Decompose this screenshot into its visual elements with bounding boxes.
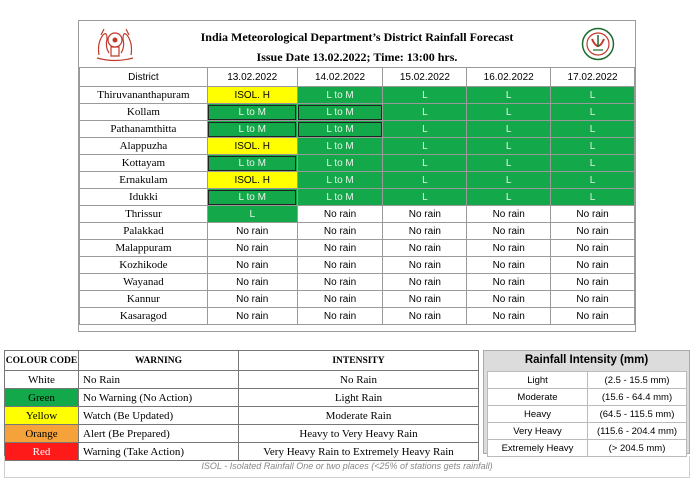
forecast-cell — [297, 87, 383, 104]
forecast-cell — [467, 274, 551, 291]
intensity-cell: Heavy to Very Heavy Rain — [239, 425, 479, 443]
forecast-cell-text: L — [249, 208, 255, 220]
forecast-cell-text: L — [505, 89, 512, 101]
forecast-cell — [467, 155, 551, 172]
forecast-cell — [207, 291, 297, 308]
forecast-cell-text: L — [422, 157, 428, 169]
forecast-cell — [383, 189, 467, 206]
colour-code-cell: Green — [5, 389, 79, 407]
forecast-cell — [207, 240, 297, 257]
legend-row — [5, 371, 479, 389]
forecast-cell — [297, 189, 383, 206]
forecast-cell — [383, 121, 467, 138]
intensity-row — [488, 372, 687, 389]
table-row — [80, 291, 635, 308]
forecast-cell — [551, 155, 635, 172]
forecast-cell — [297, 291, 383, 308]
forecast-cell — [551, 172, 635, 189]
warning-cell: Warning (Take Action) — [79, 443, 239, 461]
intensity-label: Heavy — [488, 406, 588, 423]
table-row — [80, 206, 635, 223]
district-name: Thrissur — [80, 206, 208, 223]
district-name: Wayanad — [80, 274, 208, 291]
intensity-cell: Very Heavy Rain to Extremely Heavy Rain — [239, 443, 479, 461]
forecast-cell-text: No rain — [323, 276, 357, 288]
forecast-cell-text: L to M — [326, 140, 354, 152]
district-name: Pathanamthitta — [80, 121, 208, 138]
forecast-cell — [383, 240, 467, 257]
legend-row — [5, 389, 479, 407]
forecast-cell — [467, 189, 551, 206]
forecast-cell-text: No rain — [408, 225, 441, 237]
forecast-cell-text: L — [505, 106, 512, 118]
forecast-cell-text: No rain — [576, 310, 609, 322]
forecast-cell-text: L — [422, 191, 428, 203]
forecast-cell-text: L — [589, 106, 596, 118]
intensity-label: Very Heavy — [488, 423, 588, 440]
intensity-row — [488, 406, 687, 423]
intensity-cell: Moderate Rain — [239, 407, 479, 425]
forecast-cell-text: No rain — [236, 225, 269, 237]
forecast-cell-text: No rain — [323, 310, 357, 322]
intensity-label: Light — [488, 372, 588, 389]
forecast-cell-text: L — [505, 157, 512, 169]
legend-row — [5, 407, 479, 425]
district-name: Alappuzha — [80, 138, 208, 155]
intensity-row — [488, 440, 687, 457]
table-row — [80, 104, 635, 121]
forecast-cell-text: L — [589, 157, 596, 169]
colour-code-cell: Red — [5, 443, 79, 461]
forecast-cell — [383, 257, 467, 274]
forecast-cell — [297, 240, 383, 257]
forecast-cell-text: L — [505, 191, 512, 203]
column-header-date: 13.02.2022 — [207, 68, 297, 87]
forecast-cell — [383, 206, 467, 223]
forecast-cell — [467, 206, 551, 223]
forecast-cell-text: No rain — [323, 225, 357, 237]
forecast-cell — [207, 155, 297, 172]
forecast-cell — [467, 240, 551, 257]
forecast-cell-text: L — [505, 123, 512, 135]
forecast-cell-text: L to M — [326, 191, 354, 203]
forecast-cell — [207, 87, 297, 104]
forecast-cell-text: No rain — [492, 242, 525, 254]
forecast-cell-text: No rain — [492, 276, 525, 288]
forecast-cell — [551, 206, 635, 223]
district-name: Thiruvananthapuram — [80, 87, 208, 104]
forecast-cell-text: No rain — [576, 208, 609, 220]
legend-header: COLOUR CODE — [5, 351, 79, 371]
forecast-cell — [551, 291, 635, 308]
forecast-cell — [467, 104, 551, 121]
forecast-title: India Meteorological Department’s District Rainfall Forecast — [200, 30, 514, 44]
district-name: Kozhikode — [80, 257, 208, 274]
forecast-cell — [207, 257, 297, 274]
forecast-cell-text: No rain — [492, 225, 525, 237]
forecast-cell — [297, 121, 383, 138]
legend-row — [5, 425, 479, 443]
issue-date: Issue Date 13.02.2022; Time: 13:00 hrs. — [256, 50, 458, 64]
table-row — [80, 274, 635, 291]
forecast-cell — [207, 138, 297, 155]
forecast-cell-text: No rain — [236, 242, 269, 254]
forecast-cell-text: L — [589, 123, 596, 135]
forecast-cell — [297, 223, 383, 240]
forecast-cell — [551, 257, 635, 274]
warning-cell: Watch (Be Updated) — [79, 407, 239, 425]
forecast-cell-text: No rain — [492, 208, 525, 220]
forecast-table — [79, 67, 635, 325]
forecast-cell — [383, 104, 467, 121]
forecast-cell — [297, 206, 383, 223]
district-name: Kasaragod — [80, 308, 208, 325]
forecast-cell-text: No rain — [323, 242, 357, 254]
forecast-cell-text: ISOL. H — [234, 140, 271, 152]
district-name: Kannur — [80, 291, 208, 308]
forecast-cell — [551, 138, 635, 155]
forecast-cell-text: ISOL. H — [234, 174, 271, 186]
forecast-cell — [551, 104, 635, 121]
district-name: Kollam — [80, 104, 208, 121]
intensity-range: (> 204.5 mm) — [588, 440, 687, 457]
forecast-cell — [551, 308, 635, 325]
imd-logo-icon — [581, 27, 615, 61]
warning-cell: Alert (Be Prepared) — [79, 425, 239, 443]
kerala-emblem-icon — [93, 25, 137, 63]
forecast-cell — [467, 138, 551, 155]
forecast-cell-text: No rain — [576, 276, 609, 288]
forecast-cell-text: L — [589, 191, 596, 203]
column-header-district: District — [80, 68, 208, 87]
isol-footnote: ISOL - Isolated Rainfall One or two places (<25% of stations gets rainfall) — [4, 456, 690, 478]
intensity-range: (115.6 - 204.4 mm) — [588, 423, 687, 440]
legend-header: WARNING — [79, 351, 239, 371]
forecast-cell-text: No rain — [236, 293, 269, 305]
district-name: Kottayam — [80, 155, 208, 172]
forecast-cell — [297, 274, 383, 291]
column-header-date: 15.02.2022 — [383, 68, 467, 87]
forecast-cell — [383, 87, 467, 104]
forecast-cell-text: No rain — [492, 310, 525, 322]
warning-legend-table — [4, 350, 479, 461]
forecast-cell — [467, 223, 551, 240]
forecast-cell — [297, 138, 383, 155]
forecast-cell — [551, 274, 635, 291]
forecast-cell — [551, 121, 635, 138]
forecast-cell-text: L — [422, 174, 428, 186]
forecast-cell-text: L — [589, 89, 596, 101]
forecast-cell — [297, 172, 383, 189]
forecast-cell — [467, 308, 551, 325]
forecast-cell-text: L to M — [326, 106, 354, 118]
forecast-cell — [551, 240, 635, 257]
forecast-cell-text: L to M — [238, 191, 266, 203]
table-row — [80, 257, 635, 274]
forecast-cell-text: No rain — [576, 225, 609, 237]
forecast-cell-text: L — [505, 174, 512, 186]
table-row — [80, 240, 635, 257]
intensity-label: Extremely Heavy — [488, 440, 588, 457]
district-name: Idukki — [80, 189, 208, 206]
forecast-cell — [207, 189, 297, 206]
forecast-cell — [207, 121, 297, 138]
forecast-cell — [467, 121, 551, 138]
forecast-cell — [383, 138, 467, 155]
intensity-cell: Light Rain — [239, 389, 479, 407]
table-row — [80, 172, 635, 189]
forecast-cell — [297, 257, 383, 274]
forecast-cell-text: No rain — [236, 259, 269, 271]
table-row — [80, 223, 635, 240]
forecast-cell-text: No rain — [408, 208, 441, 220]
forecast-cell — [383, 308, 467, 325]
forecast-cell-text: No rain — [492, 259, 525, 271]
forecast-cell — [383, 172, 467, 189]
forecast-cell-text: L to M — [238, 106, 266, 118]
forecast-cell — [383, 155, 467, 172]
forecast-cell — [551, 189, 635, 206]
colour-code-cell: Yellow — [5, 407, 79, 425]
forecast-cell — [467, 291, 551, 308]
intensity-label: Moderate — [488, 389, 588, 406]
forecast-cell — [551, 223, 635, 240]
forecast-cell — [297, 155, 383, 172]
forecast-cell — [297, 308, 383, 325]
intensity-range: (15.6 - 64.4 mm) — [588, 389, 687, 406]
table-row — [80, 308, 635, 325]
forecast-cell-text: No rain — [492, 293, 525, 305]
forecast-cell-text: No rain — [323, 208, 357, 220]
forecast-cell — [467, 172, 551, 189]
forecast-cell-text: L to M — [238, 123, 266, 135]
intensity-cell: No Rain — [239, 371, 479, 389]
forecast-cell-text: L to M — [326, 174, 354, 186]
district-name: Ernakulam — [80, 172, 208, 189]
intensity-range: (2.5 - 15.5 mm) — [588, 372, 687, 389]
warning-cell: No Warning (No Action) — [79, 389, 239, 407]
forecast-cell-text: No rain — [408, 242, 441, 254]
table-row — [80, 121, 635, 138]
intensity-row — [488, 389, 687, 406]
forecast-cell-text: No rain — [408, 259, 441, 271]
district-name: Malappuram — [80, 240, 208, 257]
table-row — [80, 138, 635, 155]
forecast-cell-text: ISOL. H — [234, 89, 271, 101]
table-row — [80, 155, 635, 172]
forecast-cell-text: L to M — [326, 89, 354, 101]
colour-code-cell: White — [5, 371, 79, 389]
district-forecast-panel — [78, 20, 636, 332]
forecast-cell — [467, 257, 551, 274]
forecast-cell-text: L — [589, 140, 596, 152]
forecast-cell-text: L to M — [326, 123, 354, 135]
table-row — [80, 87, 635, 104]
forecast-cell — [207, 172, 297, 189]
forecast-cell — [383, 223, 467, 240]
column-header-date: 16.02.2022 — [467, 68, 551, 87]
forecast-cell-text: L — [422, 123, 428, 135]
column-header-date: 14.02.2022 — [297, 68, 383, 87]
forecast-cell-text: L to M — [326, 157, 354, 169]
district-name: Palakkad — [80, 223, 208, 240]
forecast-cell-text: No rain — [576, 293, 609, 305]
forecast-cell — [551, 87, 635, 104]
forecast-header — [79, 21, 635, 68]
forecast-cell-text: L — [422, 89, 428, 101]
intensity-row — [488, 423, 687, 440]
forecast-cell-text: No rain — [576, 259, 609, 271]
intensity-table — [487, 371, 687, 457]
forecast-cell-text: No rain — [236, 276, 269, 288]
forecast-cell-text: L — [422, 106, 428, 118]
forecast-cell-text: L — [505, 140, 512, 152]
forecast-cell-text: L — [422, 140, 428, 152]
forecast-cell — [207, 308, 297, 325]
forecast-cell — [207, 206, 297, 223]
warning-cell: No Rain — [79, 371, 239, 389]
forecast-cell — [383, 291, 467, 308]
forecast-cell — [207, 104, 297, 121]
intensity-title: Rainfall Intensity (mm) — [524, 354, 649, 366]
forecast-cell — [297, 104, 383, 121]
forecast-cell — [207, 223, 297, 240]
forecast-cell-text: No rain — [408, 276, 441, 288]
rainfall-intensity-panel — [483, 350, 690, 454]
forecast-cell-text: L — [589, 174, 596, 186]
column-header-date: 17.02.2022 — [551, 68, 635, 87]
forecast-cell-text: No rain — [236, 310, 269, 322]
forecast-cell-text: No rain — [323, 293, 357, 305]
intensity-range: (64.5 - 115.5 mm) — [588, 406, 687, 423]
forecast-cell-text: No rain — [576, 242, 609, 254]
forecast-cell — [207, 274, 297, 291]
forecast-cell — [383, 274, 467, 291]
forecast-cell-text: No rain — [408, 310, 441, 322]
forecast-cell-text: No rain — [323, 259, 357, 271]
colour-code-cell: Orange — [5, 425, 79, 443]
forecast-cell-text: No rain — [408, 293, 441, 305]
table-row — [80, 189, 635, 206]
forecast-cell — [467, 87, 551, 104]
legend-header: INTENSITY — [239, 351, 479, 371]
forecast-cell-text: L to M — [238, 157, 266, 169]
